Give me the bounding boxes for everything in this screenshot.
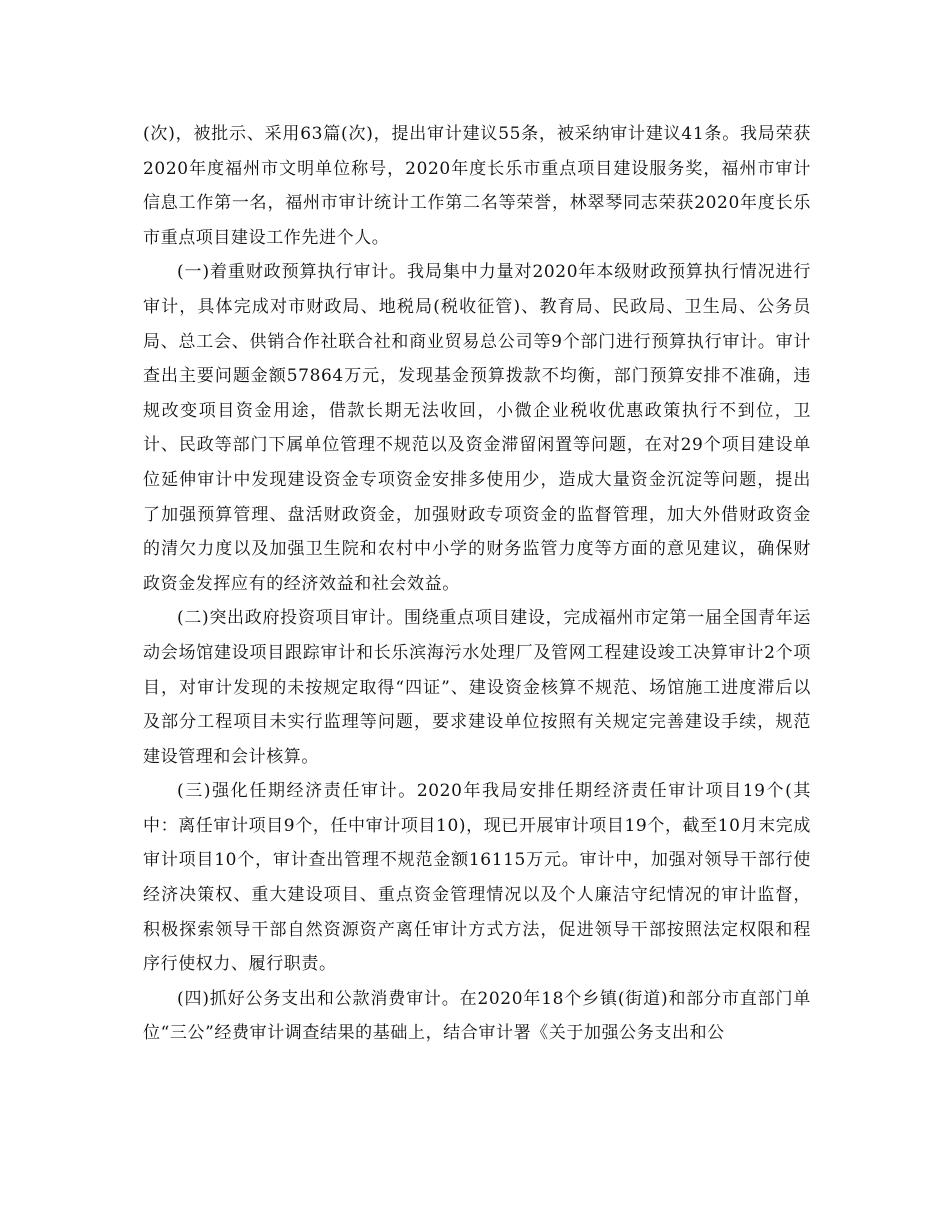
paragraph-section-2: (二)突出政府投资项目审计。围绕重点项目建设，完成福州市定第一届全国青年运动会场馆建设项目跟踪审计和长乐滨海污水处理厂及管网工程建设竣工决算审计2个项目，对审计发现的未按规定取得“四证”、建设资金核算不规范、场馆施工进度滞后以及部分工程项目未实行监理等问题，要求建设单位按照有关规定完善建设手续，规范建设管理和会计核算。 [143, 608, 811, 767]
paragraph-section-3: (三)强化任期经济责任审计。2020年我局安排任期经济责任审计项目19个(其中：离任审计项目9个，任中审计项目10)，现已开展审计项目19个，截至10月末完成审计项目10个，审计查出管理不规范金额16115万元。审计中，加强对领导干部行使经济决策权、重大建设项目、重点资金管理情况以及个人廉洁守纪情况的审计监督，积极探索领导干部自然资源资产离任审计方式方法，促进领导干部按照法定权限和程序行使权力、履行职责。 [143, 781, 811, 975]
paragraph-section-4: (四)抓好公务支出和公款消费审计。在2020年18个乡镇(街道)和部分市直部门单位“三公”经费审计调查结果的基础上，结合审计署《关于加强公务支出和公 [143, 988, 811, 1044]
paragraph-section-1: (一)着重财政预算执行审计。我局集中力量对2020年本级财政预算执行情况进行审计，具体完成对市财政局、地税局(税收征管)、教育局、民政局、卫生局、公务员局、总工会、供销合作社联合社和商业贸易总公司等9个部门进行预算执行审计。审计查出主要问题金额57864万元，发现基金预算拨款不均衡，部门预算安排不准确，违规改变项目资金用途，借款长期无法收回，小微企业税收优惠政策执行不到位，卫计、民政等部门下属单位管理不规范以及资金滞留闲置等问题，在对29个项目建设单位延伸审计中发现建设资金专项资金安排多使用少，造成大量资金沉淀等问题，提出了加强预算管理、盘活财政资金，加强财政专项资金的监督管理，加大外借财政资金的清欠力度以及加强卫生院和农村中小学的财务监管力度等方面的意见建议，确保财政资金发挥应有的经济效益和社会效益。 [143, 262, 811, 594]
paragraph-summary: (次)，被批示、采用63篇(次)，提出审计建议55条，被采纳审计建议41条。我局荣获2020年度福州市文明单位称号，2020年度长乐市重点项目建设服务奖，福州市审计信息工作第一名，福州市审计统计工作第二名等荣誉，林翠琴同志荣获2020年度长乐市重点项目建设工作先进个人。 [143, 124, 811, 248]
